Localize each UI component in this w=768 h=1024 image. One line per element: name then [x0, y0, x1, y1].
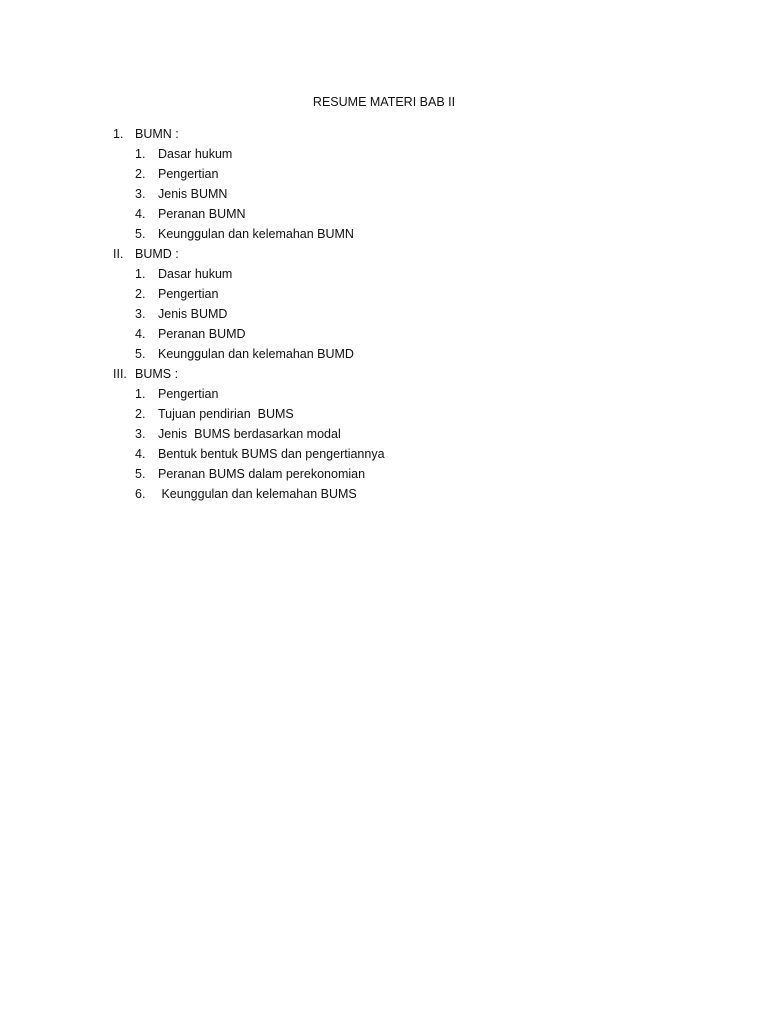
list-item-number: 1. [135, 267, 146, 281]
list-item-number: 2. [135, 407, 146, 421]
outline-list [113, 126, 673, 506]
list-item [113, 226, 673, 246]
section-heading-bumd [113, 246, 673, 266]
list-item [113, 386, 673, 406]
list-item [113, 466, 673, 486]
list-item-number: 5. [135, 227, 146, 241]
list-item [113, 166, 673, 186]
list-item [113, 486, 673, 506]
list-item-number: 1. [135, 387, 146, 401]
section-heading-bums [113, 366, 673, 386]
list-item-number: 6. [135, 487, 146, 501]
section-label: BUMD : [135, 247, 179, 261]
list-item-label: Pengertian [158, 167, 219, 181]
list-item [113, 326, 673, 346]
section-number: III. [113, 367, 127, 381]
list-item-number: 3. [135, 187, 146, 201]
list-item-label: Jenis BUMS berdasarkan modal [158, 427, 341, 441]
list-item-number: 2. [135, 287, 146, 301]
list-item [113, 146, 673, 166]
list-item [113, 286, 673, 306]
list-item-number: 3. [135, 307, 146, 321]
list-item-number: 4. [135, 447, 146, 461]
list-item-label: Dasar hukum [158, 147, 233, 161]
list-item-label: Dasar hukum [158, 267, 233, 281]
section-heading-bumn [113, 126, 673, 146]
list-item-label: Bentuk bentuk BUMS dan pengertiannya [158, 447, 385, 461]
list-item-label: Keunggulan dan kelemahan BUMD [158, 347, 354, 361]
list-item-number: 3. [135, 427, 146, 441]
list-item-number: 1. [135, 147, 146, 161]
list-item-label: Peranan BUMN [158, 207, 246, 221]
list-item-number: 2. [135, 167, 146, 181]
document-title: RESUME MATERI BAB II [312, 95, 456, 109]
list-item [113, 186, 673, 206]
section-number: II. [113, 247, 124, 261]
list-item-label: Peranan BUMS dalam perekonomian [158, 467, 366, 481]
list-item-label: Peranan BUMD [158, 327, 246, 341]
list-item [113, 306, 673, 326]
list-item-label: Pengertian [158, 287, 219, 301]
list-item-number: 5. [135, 467, 146, 481]
list-item [113, 266, 673, 286]
section-number: 1. [113, 127, 124, 141]
list-item-label: Jenis BUMN [158, 187, 228, 201]
list-item-label: Jenis BUMD [158, 307, 228, 321]
section-label: BUMS : [135, 367, 179, 381]
list-item-label: Tujuan pendirian BUMS [158, 407, 294, 421]
list-item-label: Keunggulan dan kelemahan BUMN [158, 227, 354, 241]
list-item [113, 446, 673, 466]
list-item-number: 4. [135, 207, 146, 221]
list-item [113, 406, 673, 426]
list-item-label: Keunggulan dan kelemahan BUMS [158, 487, 357, 501]
list-item [113, 206, 673, 226]
list-item [113, 426, 673, 446]
list-item-number: 5. [135, 347, 146, 361]
section-label: BUMN : [135, 127, 179, 141]
list-item [113, 346, 673, 366]
list-item-number: 4. [135, 327, 146, 341]
list-item-label: Pengertian [158, 387, 219, 401]
